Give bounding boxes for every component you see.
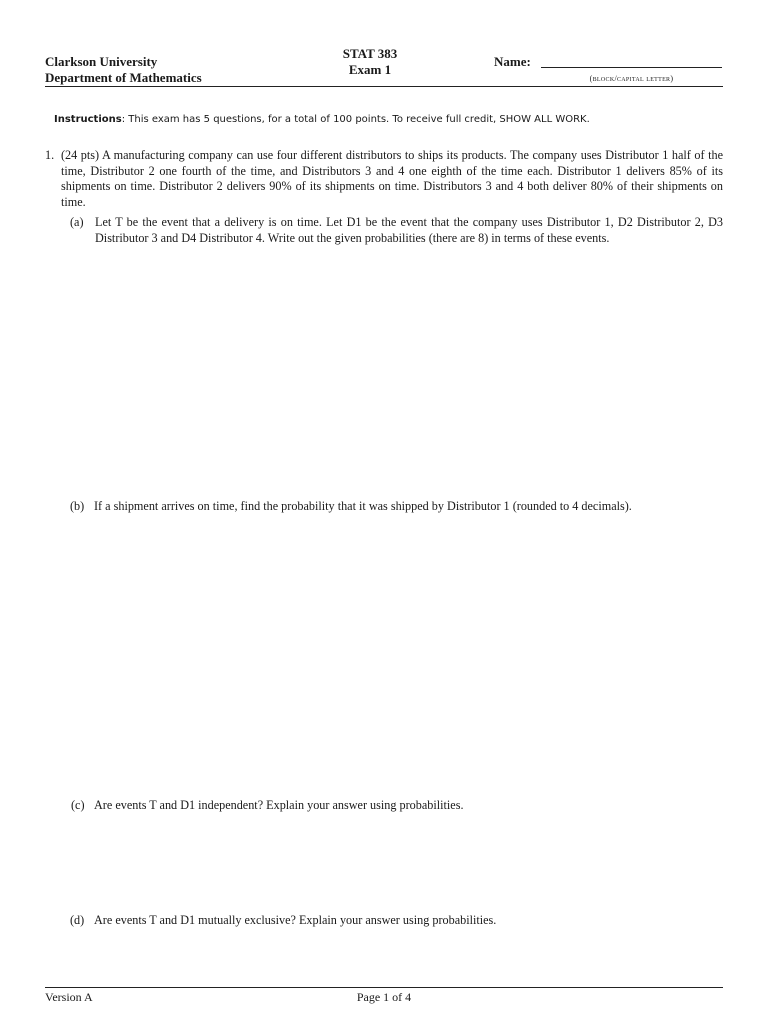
course-code: STAT 383 [342, 46, 398, 61]
institution-block [45, 54, 202, 86]
name-line [541, 67, 722, 68]
part-c-label: (c) [71, 798, 85, 812]
page-number: Page 1 of 4 [356, 990, 412, 1004]
department-name: Department of Mathematics [45, 70, 202, 85]
part-a-label: (a) [70, 215, 84, 229]
version-label: Version A [45, 990, 93, 1004]
instructions [54, 113, 724, 126]
part-b-label: (b) [70, 499, 85, 513]
part-d-text: Are events T and D1 mutually exclusive? Explain your answer using probabilities. [94, 913, 497, 927]
footer-divider [45, 987, 723, 988]
university-name: Clarkson University [45, 54, 158, 69]
instructions-label: Instructions [54, 114, 122, 125]
part-b-text: If a shipment arrives on time, find the probability that it was shipped by Distributor 1 (rounded to 4 decimals). [94, 499, 632, 513]
name-label: Name: [494, 54, 531, 69]
question-text: (24 pts) A manufacturing company can use four different distributors to ships its products. The company uses Distributor 1 half of the time, Distributor 2 one fourth of the time, and Distributors 3 and 4 one eighth of the time each. Distributor 1 delivers 85% of its shipments on time. Distributor 2 delivers 90% of its shipments on time. Distributors 3 and 4 both deliver 80% of their shipments on time. [61, 148, 723, 209]
question-number: 1. [45, 148, 55, 162]
exam-title: Exam 1 [348, 62, 392, 77]
course-block [330, 46, 410, 78]
part-c-text: Are events T and D1 independent? Explain your answer using probabilities. [94, 798, 464, 812]
name-hint: (block/capital letter) [589, 74, 674, 83]
part-a-text: Let T be the event that a delivery is on time. Let D1 be the event that the company uses Distributor 1, D2 Distributor 2, D3 Distributor 3 and D4 Distributor 4. Write out the given probabilities (there are 8) in terms of these events. [95, 215, 723, 245]
part-d-label: (d) [70, 913, 85, 927]
instructions-text: : This exam has 5 questions, for a total of 100 points. To receive full credit, SHOW ALL WORK. [121, 114, 590, 125]
header-divider [45, 86, 723, 87]
